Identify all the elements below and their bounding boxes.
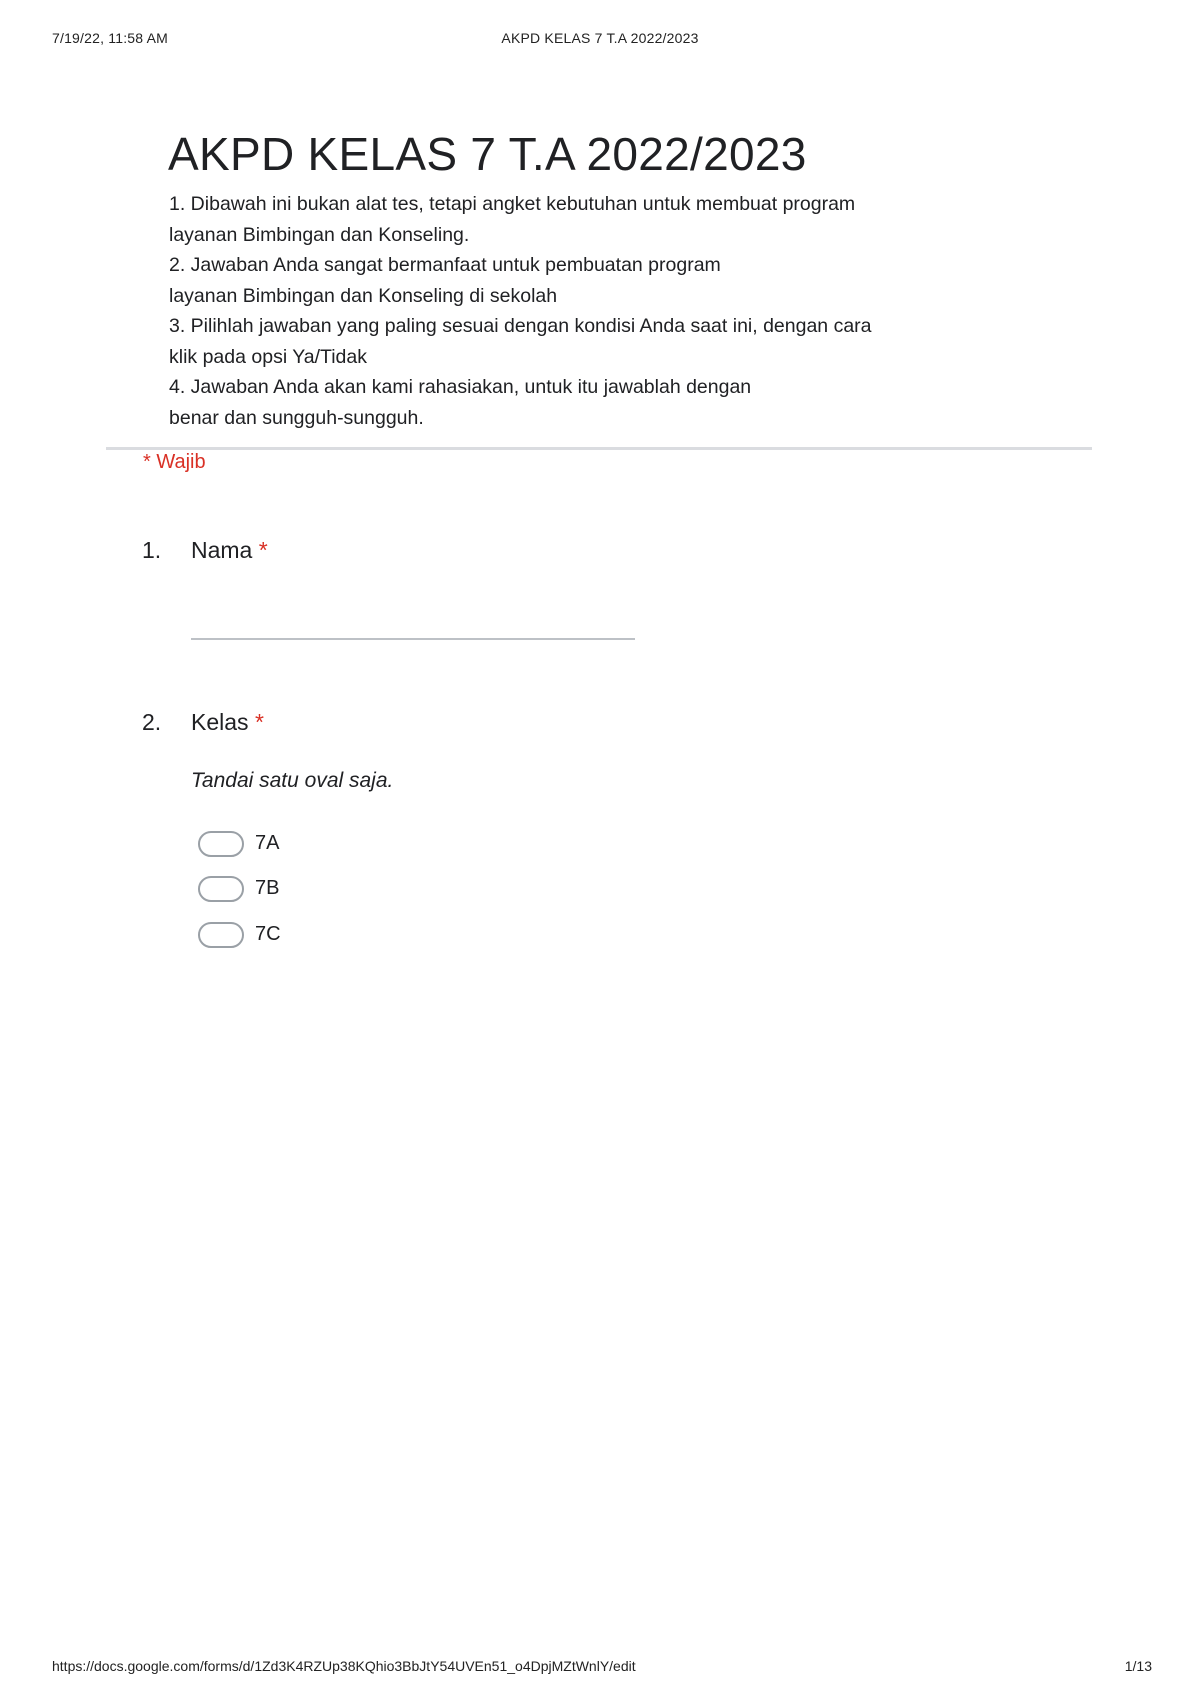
question-label-text: Kelas: [191, 709, 249, 735]
question-kelas: [0, 709, 1200, 743]
description-line: 4. Jawaban Anda akan kami rahasiakan, untuk itu jawablah dengan: [169, 376, 752, 398]
radio-oval[interactable]: [198, 922, 244, 948]
description-line: 3. Pilihlah jawaban yang paling sesuai dengan kondisi Anda saat ini, dengan cara: [169, 315, 872, 337]
question-nama: [0, 537, 1200, 571]
question-number: 1.: [142, 537, 162, 563]
description-line: layanan Bimbingan dan Konseling.: [169, 223, 470, 246]
question-label-text: Nama: [191, 537, 253, 563]
description-line: layanan Bimbingan dan Konseling di sekolah: [169, 284, 558, 307]
option-label: 7B: [255, 877, 280, 899]
description-line: 1. Dibawah ini bukan alat tes, tetapi angket kebutuhan untuk membuat program: [169, 193, 856, 215]
header-divider: [106, 447, 1092, 450]
required-star: *: [258, 537, 268, 563]
print-doc-title: AKPD KELAS 7 T.A 2022/2023: [501, 30, 699, 46]
print-url: https://docs.google.com/forms/d/1Zd3K4RZUp38KQhio3BbJtY54UVEn51_o4DpjMZtWnlY/edit: [52, 1658, 636, 1674]
required-star: *: [254, 709, 264, 735]
description-line: benar dan sungguh-sungguh.: [169, 406, 424, 429]
question-label: [191, 709, 264, 736]
description-line: klik pada opsi Ya/Tidak: [169, 345, 367, 368]
option-label: 7C: [255, 923, 281, 945]
description-line: 2. Jawaban Anda sangat bermanfaat untuk pembuatan program: [169, 254, 721, 276]
question-label: [191, 537, 268, 564]
question-number: 2.: [142, 709, 162, 735]
radio-oval[interactable]: [198, 876, 244, 902]
print-datetime: 7/19/22, 11:58 AM: [52, 30, 169, 46]
form-title: AKPD KELAS 7 T.A 2022/2023: [168, 128, 807, 180]
option-label: 7A: [255, 832, 280, 854]
required-note: * Wajib: [143, 451, 206, 473]
nama-answer-field[interactable]: [191, 638, 635, 640]
form-description: [169, 189, 989, 433]
question-hint: Tandai satu oval saja.: [191, 769, 394, 792]
print-page-number: 1/13: [1124, 1658, 1152, 1674]
radio-oval[interactable]: [198, 831, 244, 857]
